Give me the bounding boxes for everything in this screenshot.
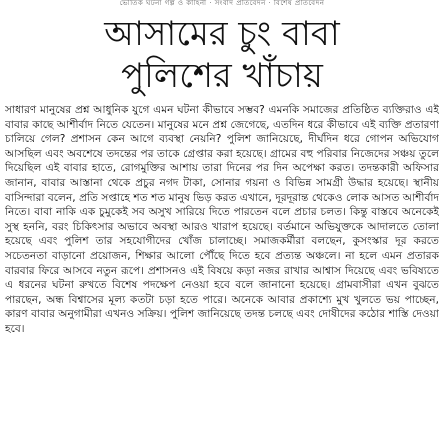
header-strip: ভৌতিক ঘটনা গল্প ও কাহিনী · সংবাদ প্রতিবেদন · বিশেষ প্রতিবেদন xyxy=(119,0,325,7)
headline-line-2: পুলিশের খাঁচায় xyxy=(121,56,323,96)
article-body xyxy=(5,103,439,444)
article-paragraph: সাধারণ মানুষের প্রশ্ন আধুনিক যুগে এমন ঘটনা কীভাবে সম্ভব? এমনকি সমাজের প্রতিষ্ঠিত ব্যক্তিরাও এই বাবার কাছে আশীর্বাদ নিতে যেতেন। মানুষের মনে প্রশ্ন জেগেছে, এতদিন ধরে কীভাবে এই ব্যক্তি প্রতারণা চালিয়ে গেল? প্রশাসন কেন আগে ব্যবস্থা নেয়নি? পুলিশ জানিয়েছে, দীর্ঘদিন ধরে গোপন অভিযোগ আসছিল এবং অবশেষে তদন্তের পর তাকে গ্রেপ্তার করা হয়েছে। গ্রামের বহু পরিবার নিজেদের সঞ্চয় তুলে দিয়েছিল এই বাবার হাতে, রোগমুক্তির আশায় তারা দিনের পর দিন অপেক্ষা করত। তদন্তকারী অফিসার জানান, বাবার আস্তানা থেকে প্রচুর নগদ টাকা, সোনার গয়না ও বিভিন্ন সামগ্রী উদ্ধার হয়েছে। স্থানীয় বাসিন্দারা বলেন, প্রতি সপ্তাহে শত শত মানুষ ভিড় করত এখানে, দূরদূরান্ত থেকেও লোক আসত আশীর্বাদ নিতে। বাবা নাকি এক চুমুকেই সব অসুখ সারিয়ে দিতে পারতেন বলে প্রচার চলত। কিন্তু বাস্তবে অনেকেই সুস্থ হননি, বরং চিকিৎসার অভাবে অবস্থা আরও খারাপ হয়েছে। বর্তমানে অভিযুক্তকে আদালতে তোলা হয়েছে এবং পুলিশ তার সহযোগীদের খোঁজ চালাচ্ছে। সমাজকর্মীরা বলছেন, কুসংস্কার দূর করতে সচেতনতা বাড়ানো প্রয়োজন, শিক্ষার আলো পৌঁছে দিতে হবে প্রত্যন্ত অঞ্চলে। না হলে এমন প্রতারক বারবার ফিরে আসবে নতুন রূপে। প্রশাসনও এই বিষয়ে কড়া নজর রাখার আশ্বাস দিয়েছে এবং ভবিষ্যতে এ ধরনের ঘটনা রুখতে বিশেষ পদক্ষেপ নেওয়া হবে বলে জানানো হয়েছে। গ্রামবাসীরা এখন বুঝতে পারছেন, অন্ধ বিশ্বাসের মূল্য কতটা চড়া হতে পারে। অনেকে আবার প্রকাশ্যে মুখ খুলতে ভয় পাচ্ছেন, কারণ বাবার অনুগামীরা এখনও সক্রিয়। পুলিশ জানিয়েছে তদন্ত চলছে এবং দোষীদের কঠোর শাস্তি দেওয়া হবে। xyxy=(5,104,439,335)
headline-line-1: আসামের চুং বাবা xyxy=(104,14,340,54)
